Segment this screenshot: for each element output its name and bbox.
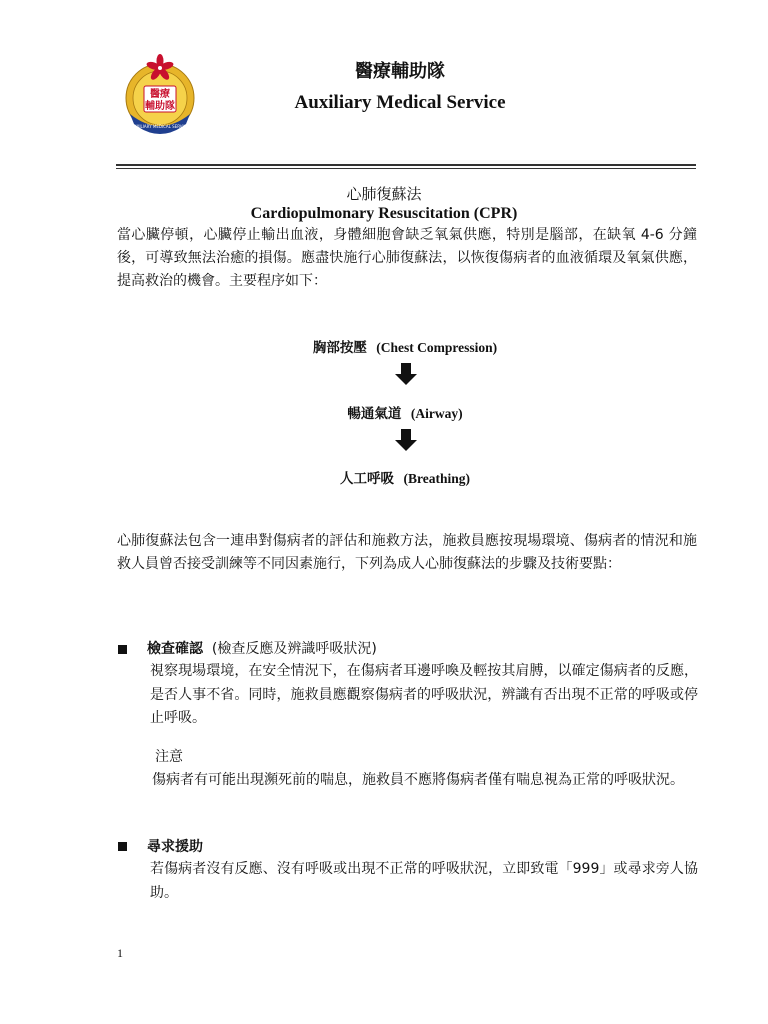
header-divider-thin: [116, 168, 696, 169]
cpr-overview-paragraph: 心肺復蘇法包含一連串對傷病者的評估和施救方法，施救員應按現場環境、傷病者的情況和施救人員曾否接受訓練等不同因素施行，下列為成人心肺復蘇法的步驟及技術要點：: [117, 533, 697, 572]
square-bullet-icon: [118, 842, 127, 851]
flow-step-breathing: [200, 467, 610, 487]
flow-step-airway: [200, 402, 610, 422]
note-text: 傷病者有可能出現瀕死前的喘息，施救員不應將傷病者僅有喘息視為正常的呼吸狀況。: [152, 772, 684, 788]
flow-step-label-zh: 胸部按壓: [312, 340, 367, 356]
flow-step-label-zh: 暢通氣道: [347, 406, 402, 422]
doc-title-zh: 心肺復蘇法: [346, 185, 422, 203]
arrow-down-icon: [394, 428, 418, 452]
intro-paragraph: 當心臟停頓，心臟停止輸出血液，身體細胞會缺乏氧氣供應，特別是腦部，在缺氧 4-6 分鐘後，可導致無法治癒的損傷。應盡快施行心肺復蘇法，以恢復傷病者的血液循環及氧氣供應，提高救治的機會。主要程序如下：: [117, 227, 697, 289]
section-heading-check: [147, 638, 377, 658]
arrow-down-icon: [394, 362, 418, 386]
flow-step-label-zh: 人工呼吸: [340, 471, 395, 487]
section-body-help: 若傷病者沒有反應、沒有呼吸或出現不正常的呼吸狀況，立即致電「999」或尋求旁人協助。: [150, 861, 698, 901]
flow-step-compression: [200, 336, 610, 356]
note-label: 注意: [155, 749, 183, 765]
header-divider: [116, 164, 696, 166]
flow-step-label-en: (Airway): [410, 406, 463, 421]
flow-step-label-en: (Chest Compression): [376, 340, 498, 355]
section-heading-help: [147, 836, 203, 856]
section-heading-label: 檢查確認: [147, 641, 203, 657]
org-name-en: Auxiliary Medical Service: [294, 92, 506, 113]
org-name-zh: 醫療輔助隊: [355, 61, 445, 82]
section-heading-note: (檢查反應及辨識呼吸狀況): [211, 641, 377, 657]
flow-step-label-en: (Breathing): [403, 471, 470, 486]
section-body-check: 視察現場環境，在安全情況下，在傷病者耳邊呼喚及輕按其肩膊，以確定傷病者的反應，是否人事不省。同時，施救員應觀察傷病者的呼吸狀況，辨識有否出現不正常的呼吸或停止呼吸。: [150, 663, 698, 726]
svg-text:醫療: 醫療: [150, 89, 170, 100]
logo-ring-text: AUXILIARY MEDICAL SERVICE: [130, 124, 190, 129]
ams-logo: [122, 52, 198, 136]
square-bullet-icon: [118, 645, 127, 654]
page-number: 1: [117, 946, 123, 960]
doc-title-en: Cardiopulmonary Resuscitation (CPR): [250, 205, 518, 222]
section-heading-label: 尋求援助: [147, 839, 203, 855]
svg-text:輔助隊: 輔助隊: [145, 101, 175, 112]
